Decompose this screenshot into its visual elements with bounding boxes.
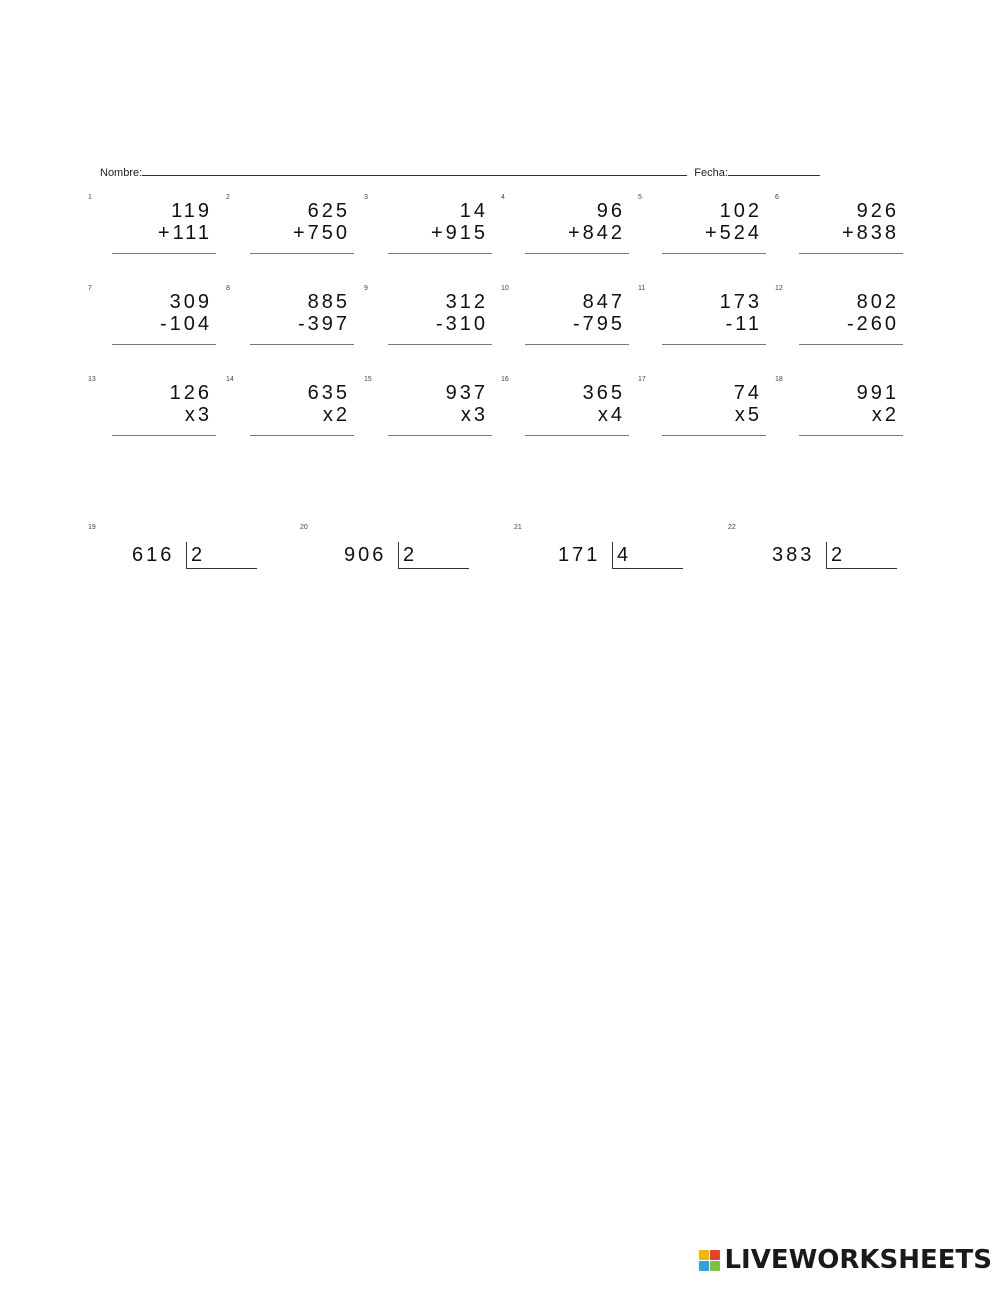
operand-bottom: -104: [159, 313, 212, 335]
operand-top: 991: [856, 382, 899, 404]
problem-16: [501, 376, 631, 442]
divisor: 2: [831, 544, 845, 566]
operand-bottom: -260: [846, 313, 899, 335]
answer-line[interactable]: [525, 253, 629, 254]
answer-line[interactable]: [388, 253, 492, 254]
operand-top: 312: [445, 291, 488, 313]
operand-bottom: -11: [725, 313, 762, 335]
operand-top: 126: [169, 382, 212, 404]
problem-number: 15: [364, 376, 372, 383]
answer-line[interactable]: [525, 435, 629, 436]
operand-bottom: x3: [184, 404, 212, 426]
dividend: 383: [772, 544, 815, 566]
operand-bottom: x3: [460, 404, 488, 426]
nombre-label: Nombre:: [100, 167, 143, 179]
answer-line[interactable]: [799, 435, 903, 436]
operand-top: 74: [733, 382, 762, 404]
operand-top: 885: [307, 291, 350, 313]
problem-number: 18: [775, 376, 783, 383]
operand-top: 635: [307, 382, 350, 404]
answer-line[interactable]: [799, 344, 903, 345]
logo-wordmark: LIVEWORKSHEETS: [724, 1245, 992, 1275]
answer-line[interactable]: [388, 344, 492, 345]
operand-top: 309: [169, 291, 212, 313]
problem-7: [88, 285, 218, 351]
problem-number: 6: [775, 194, 779, 201]
problem-18: [775, 376, 905, 442]
problem-number: 17: [638, 376, 646, 383]
answer-line[interactable]: [250, 435, 354, 436]
logo-block: [710, 1261, 720, 1271]
problem-number: 8: [226, 285, 230, 292]
logo-block: [710, 1250, 720, 1260]
nombre-field[interactable]: [142, 165, 687, 176]
problem-13: [88, 376, 218, 442]
problem-number: 16: [501, 376, 509, 383]
problem-9: [364, 285, 494, 351]
answer-line[interactable]: [250, 344, 354, 345]
operand-bottom: x4: [597, 404, 625, 426]
problem-15: [364, 376, 494, 442]
fecha-field[interactable]: [728, 165, 820, 176]
fecha-label: Fecha:: [694, 167, 728, 179]
problem-2: [226, 194, 356, 260]
problem-number: 22: [728, 524, 736, 531]
problem-number: 12: [775, 285, 783, 292]
operand-bottom: +842: [567, 222, 625, 244]
divisor: 2: [191, 544, 205, 566]
problem-number: 9: [364, 285, 368, 292]
division-22: [728, 524, 906, 574]
problem-12: [775, 285, 905, 351]
answer-line[interactable]: [112, 435, 216, 436]
problem-number: 1: [88, 194, 92, 201]
dividend: 906: [344, 544, 387, 566]
operand-top: 802: [856, 291, 899, 313]
problem-number: 21: [514, 524, 522, 531]
division-20: [300, 524, 478, 574]
operand-top: 937: [445, 382, 488, 404]
problem-number: 20: [300, 524, 308, 531]
problem-number: 11: [638, 285, 646, 292]
problem-8: [226, 285, 356, 351]
problem-number: 2: [226, 194, 230, 201]
answer-line[interactable]: [388, 435, 492, 436]
problem-1: [88, 194, 218, 260]
logo-block: [699, 1261, 709, 1271]
operand-bottom: +111: [157, 222, 212, 244]
problem-number: 10: [501, 285, 509, 292]
answer-line[interactable]: [112, 344, 216, 345]
answer-line[interactable]: [250, 253, 354, 254]
problem-number: 4: [501, 194, 505, 201]
problem-number: 5: [638, 194, 642, 201]
worksheet-header: [100, 165, 820, 179]
operand-bottom: x2: [322, 404, 350, 426]
problem-3: [364, 194, 494, 260]
operand-bottom: -310: [435, 313, 488, 335]
problem-5: [638, 194, 768, 260]
problem-11: [638, 285, 768, 351]
answer-line[interactable]: [662, 344, 766, 345]
problem-number: 7: [88, 285, 92, 292]
problem-4: [501, 194, 631, 260]
operand-top: 847: [582, 291, 625, 313]
answer-line[interactable]: [662, 435, 766, 436]
operand-top: 173: [719, 291, 762, 313]
problem-10: [501, 285, 631, 351]
division-bracket[interactable]: [612, 542, 683, 569]
operand-bottom: +915: [430, 222, 488, 244]
division-bracket[interactable]: [186, 542, 257, 569]
problem-number: 19: [88, 524, 96, 531]
liveworksheets-logo: [699, 1245, 992, 1275]
problem-number: 13: [88, 376, 96, 383]
answer-line[interactable]: [112, 253, 216, 254]
operand-bottom: +524: [704, 222, 762, 244]
problem-number: 14: [226, 376, 234, 383]
divisor: 2: [403, 544, 417, 566]
operand-top: 119: [171, 200, 212, 222]
operand-top: 365: [582, 382, 625, 404]
operand-top: 102: [719, 200, 762, 222]
division-19: [88, 524, 266, 574]
operand-bottom: x5: [734, 404, 762, 426]
answer-line[interactable]: [525, 344, 629, 345]
operand-top: 926: [856, 200, 899, 222]
operand-top: 14: [459, 200, 488, 222]
logo-block: [699, 1250, 709, 1260]
answer-line[interactable]: [799, 253, 903, 254]
operand-top: 625: [307, 200, 350, 222]
division-21: [514, 524, 692, 574]
problem-14: [226, 376, 356, 442]
operand-bottom: +750: [292, 222, 350, 244]
problem-6: [775, 194, 905, 260]
operand-bottom: +838: [841, 222, 899, 244]
problem-number: 3: [364, 194, 368, 201]
logo-blocks-icon: [699, 1250, 720, 1271]
answer-line[interactable]: [662, 253, 766, 254]
operand-bottom: -397: [297, 313, 350, 335]
division-bracket[interactable]: [398, 542, 469, 569]
operand-top: 96: [596, 200, 625, 222]
divisor: 4: [617, 544, 631, 566]
operand-bottom: -795: [572, 313, 625, 335]
problem-17: [638, 376, 768, 442]
operand-bottom: x2: [871, 404, 899, 426]
dividend: 616: [132, 544, 175, 566]
division-bracket[interactable]: [826, 542, 897, 569]
dividend: 171: [558, 544, 601, 566]
